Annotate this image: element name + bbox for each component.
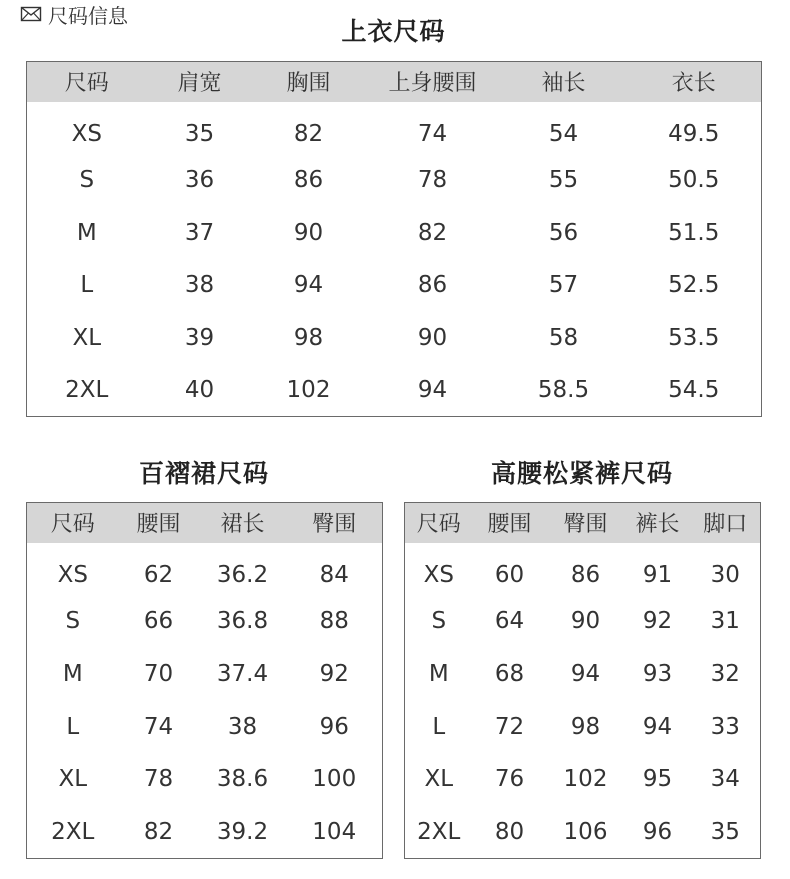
size-cell: M <box>76 219 97 246</box>
measurement-cell: 53.5 <box>668 324 720 351</box>
table-row <box>405 543 761 596</box>
column-header: 腰围 <box>473 503 547 543</box>
size-cell: S <box>65 608 81 635</box>
measurement-cell: 86 <box>417 272 448 299</box>
measurement-cell: 37.4 <box>216 661 269 688</box>
measurement-cell: 36.8 <box>216 608 269 635</box>
table-row <box>27 312 762 365</box>
measurement-cell: 39.2 <box>216 818 269 845</box>
measurement-cell: 33 <box>710 713 740 740</box>
size-cell: XL <box>58 766 88 793</box>
column-header: 衣长 <box>627 62 762 102</box>
table-row <box>405 648 761 701</box>
measurement-cell: 49.5 <box>668 120 720 147</box>
table-row <box>27 700 383 753</box>
table-row <box>27 259 762 312</box>
measurement-cell: 92 <box>319 661 349 688</box>
measurement-cell: 60 <box>494 561 525 588</box>
size-cell: XS <box>423 561 454 588</box>
top-size-title: 上衣尺码 <box>341 17 446 46</box>
table-header-row <box>27 62 762 102</box>
measurement-cell: 96 <box>319 713 349 740</box>
size-cell: S <box>431 608 447 635</box>
table-row <box>405 753 761 806</box>
measurement-cell: 88 <box>319 608 349 635</box>
column-header: 胸围 <box>253 62 365 102</box>
measurement-cell: 70 <box>143 661 174 688</box>
table-row <box>27 154 762 207</box>
measurement-cell: 58 <box>548 324 579 351</box>
column-header: 袖长 <box>501 62 627 102</box>
measurement-cell: 84 <box>319 561 349 588</box>
table-row <box>27 364 762 417</box>
measurement-cell: 68 <box>494 661 525 688</box>
measurement-cell: 51.5 <box>668 219 720 246</box>
table-row <box>27 595 383 648</box>
table-row <box>27 207 762 260</box>
measurement-cell: 62 <box>143 561 174 588</box>
column-header: 裙长 <box>199 503 287 543</box>
measurement-cell: 98 <box>570 713 601 740</box>
size-cell: M <box>428 661 449 688</box>
table-row <box>405 806 761 859</box>
measurement-cell: 56 <box>548 219 579 246</box>
measurement-cell: 94 <box>293 272 324 299</box>
size-cell: XL <box>72 324 102 351</box>
measurement-cell: 74 <box>143 713 174 740</box>
size-cell: 2XL <box>417 818 461 845</box>
measurement-cell: 94 <box>642 713 673 740</box>
measurement-cell: 86 <box>293 167 324 194</box>
measurement-cell: 36.2 <box>216 561 269 588</box>
measurement-cell: 38 <box>227 713 258 740</box>
size-cell: XS <box>71 120 102 147</box>
size-cell: XL <box>424 766 454 793</box>
table-header-row <box>405 503 761 543</box>
measurement-cell: 54 <box>548 120 579 147</box>
column-header: 上身腰围 <box>365 62 501 102</box>
measurement-cell: 37 <box>184 219 215 246</box>
measurement-cell: 78 <box>417 167 448 194</box>
measurement-cell: 94 <box>570 661 601 688</box>
measurement-cell: 35 <box>184 120 215 147</box>
measurement-cell: 102 <box>286 377 331 403</box>
top-size-table <box>26 61 762 417</box>
measurement-cell: 86 <box>570 561 601 588</box>
measurement-cell: 32 <box>710 661 740 688</box>
measurement-cell: 64 <box>494 608 525 635</box>
measurement-cell: 104 <box>312 818 357 845</box>
measurement-cell: 38 <box>184 272 215 299</box>
size-cell: L <box>80 272 94 299</box>
measurement-cell: 106 <box>563 818 608 845</box>
measurement-cell: 80 <box>494 818 525 845</box>
skirt-size-table <box>26 502 383 859</box>
measurement-cell: 39 <box>184 324 215 351</box>
measurement-cell: 55 <box>548 167 579 194</box>
size-cell: 2XL <box>65 377 109 403</box>
table-row <box>27 543 383 596</box>
measurement-cell: 91 <box>642 561 673 588</box>
column-header: 臀围 <box>287 503 383 543</box>
skirt-size-title: 百褶裙尺码 <box>138 459 269 488</box>
size-cell: L <box>432 713 446 740</box>
column-header: 腰围 <box>119 503 199 543</box>
measurement-cell: 34 <box>710 766 740 793</box>
measurement-cell: 30 <box>710 561 740 588</box>
measurement-cell: 76 <box>494 766 525 793</box>
measurement-cell: 96 <box>642 818 673 845</box>
measurement-cell: 82 <box>143 818 174 845</box>
size-cell: 2XL <box>51 818 95 845</box>
measurement-cell: 78 <box>143 766 174 793</box>
measurement-cell: 58.5 <box>537 377 590 403</box>
measurement-cell: 98 <box>293 324 324 351</box>
size-cell: M <box>62 661 83 688</box>
measurement-cell: 102 <box>563 766 608 793</box>
column-header: 尺码 <box>27 503 119 543</box>
measurement-cell: 82 <box>417 219 448 246</box>
measurement-cell: 100 <box>312 766 357 793</box>
measurement-cell: 35 <box>710 818 740 845</box>
table-header-row <box>27 503 383 543</box>
table-row <box>27 753 383 806</box>
size-cell: L <box>66 713 80 740</box>
column-header: 尺码 <box>27 62 147 102</box>
measurement-cell: 40 <box>184 377 215 403</box>
measurement-cell: 74 <box>417 120 448 147</box>
size-cell: S <box>79 167 95 194</box>
table-row <box>27 102 762 155</box>
measurement-cell: 94 <box>417 377 448 403</box>
measurement-cell: 54.5 <box>668 377 720 403</box>
pants-size-table <box>404 502 761 859</box>
table-row <box>27 648 383 701</box>
column-header: 肩宽 <box>147 62 253 102</box>
measurement-cell: 82 <box>293 120 324 147</box>
measurement-cell: 95 <box>642 766 673 793</box>
measurement-cell: 31 <box>710 608 740 635</box>
measurement-cell: 52.5 <box>668 272 720 299</box>
column-header: 裤长 <box>625 503 691 543</box>
measurement-cell: 38.6 <box>216 766 269 793</box>
measurement-cell: 72 <box>494 713 525 740</box>
column-header: 尺码 <box>405 503 473 543</box>
measurement-cell: 90 <box>293 219 324 246</box>
measurement-cell: 36 <box>184 167 215 194</box>
table-row <box>405 700 761 753</box>
table-row <box>405 595 761 648</box>
measurement-cell: 57 <box>548 272 579 299</box>
column-header: 臀围 <box>547 503 625 543</box>
size-cell: XS <box>57 561 88 588</box>
size-info-label: 尺码信息 <box>48 3 128 28</box>
measurement-cell: 92 <box>642 608 673 635</box>
measurement-cell: 66 <box>143 608 174 635</box>
table-row <box>27 806 383 859</box>
pants-size-title: 高腰松紧裤尺码 <box>490 459 673 488</box>
column-header: 脚口 <box>691 503 761 543</box>
measurement-cell: 93 <box>642 661 673 688</box>
measurement-cell: 50.5 <box>668 167 720 194</box>
measurement-cell: 90 <box>570 608 601 635</box>
measurement-cell: 90 <box>417 324 448 351</box>
